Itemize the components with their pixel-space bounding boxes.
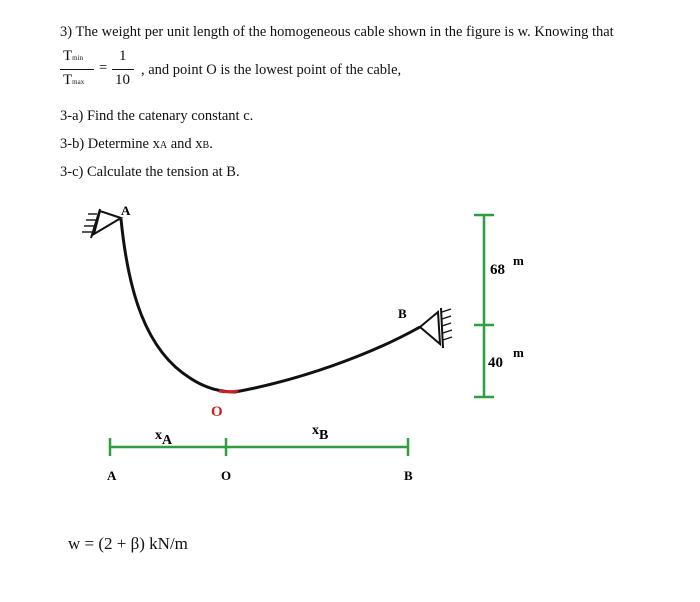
load-expression: w = (2 + β) kN/m [68,534,188,553]
equals-sign: = [99,60,108,76]
part-b: 3-b) Determine xA and xB. [60,136,213,152]
support-b-pin [420,308,452,348]
problem-intro-tail: , and point O is the lowest point of the cable, [141,62,402,78]
lowest-point-marker [219,391,238,392]
axis-a-label: A [107,468,117,483]
tmax-symbol: T [63,72,73,88]
height-total-value: 68 [490,262,505,278]
height-b-unit: m [513,345,524,360]
tmax-subscript: max [72,78,85,86]
axis-o-label: O [221,468,232,483]
lowest-point-label: O [211,404,223,420]
tmin-symbol: T [63,48,73,64]
ratio-numerator: 1 [119,48,127,64]
height-b-value: 40 [488,355,503,371]
support-b-label: B [398,306,407,321]
axis-xb-label: xB [312,423,329,443]
tmin-subscript: min [72,54,84,62]
support-a-label: A [121,203,131,218]
problem-intro: 3) The weight per unit length of the homogeneous cable shown in the figure is w. Knowing that [60,24,614,40]
cable [121,219,420,392]
axis-xa-label: xA [155,428,173,448]
support-a-pin [82,209,121,238]
part-c: 3-c) Calculate the tension at B. [60,164,240,180]
ratio-denominator: 10 [115,72,130,88]
part-a: 3-a) Find the catenary constant c. [60,108,254,124]
axis-b-label: B [404,468,413,483]
height-total-unit: m [513,253,524,268]
